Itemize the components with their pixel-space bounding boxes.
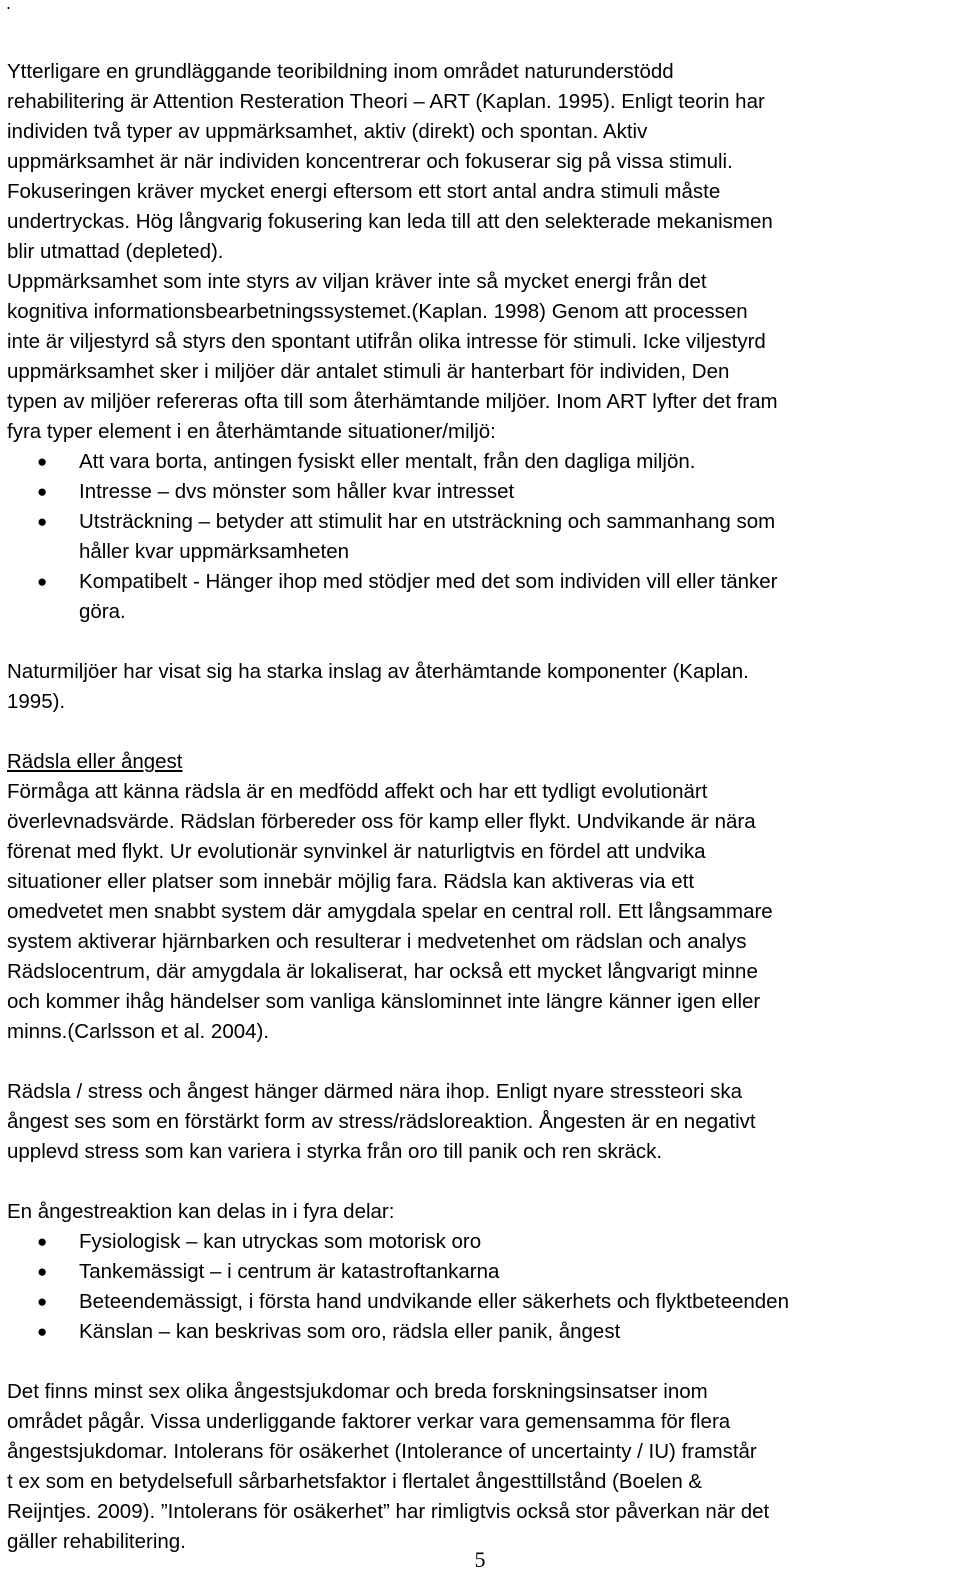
- list-item: ● Fysiologisk – kan utryckas som motorisk oro: [7, 1227, 952, 1257]
- list-item: ● Tankemässigt – i centrum är katastroftankarna: [7, 1257, 952, 1287]
- bullet-icon: ●: [37, 572, 48, 591]
- list-item: ● Utsträckning – betyder att stimulit har en utsträckning och sammanhang som håller kvar uppmärksamheten: [7, 507, 952, 567]
- corner-mark: .: [6, 0, 12, 13]
- bullet-icon: ●: [37, 512, 48, 531]
- fear-paragraph: Förmåga att känna rädsla är en medfödd affekt och har ett tydligt evolutionärt överlevnadsvärde. Rädslan förbereder oss för kamp eller flykt. Undvikande är nära förenat med flykt. Ur evolutionär synvinkel är naturligtvis en fördel att undvika situationer eller platser som innebär möjlig fara. Rädsla kan aktiveras via ett omedvetet men snabbt system där amygdala spelar en central roll. Ett långsammare system aktiverar hjärnbarken och resulterar i medvetenhet om rädslan och analys Rädslocentrum, där amygdala är lokaliserat, har också ett mycket långvarigt minne och kommer ihåg händelser som vanliga känslominnet inte längre känner igen eller minns.(Carlsson et al. 2004).: [7, 780, 773, 1043]
- art-elements-list: [7, 447, 952, 627]
- list-item: ● Kompatibelt - Hänger ihop med stödjer med det som individen vill eller tänker göra.: [7, 567, 952, 627]
- page-number: 5: [474, 1547, 486, 1572]
- fear-heading: Rädsla eller ångest: [7, 750, 183, 773]
- reaction-parts-list: [7, 1227, 952, 1347]
- nature-paragraph: Naturmiljöer har visat sig ha starka inslag av återhämtande komponenter (Kaplan. 1995).: [7, 660, 749, 713]
- list-item: ● Intresse – dvs mönster som håller kvar intresset: [7, 477, 952, 507]
- bullet-icon: ●: [37, 482, 48, 501]
- bullet-icon: ●: [37, 1322, 48, 1341]
- list-item: ● Känslan – kan beskrivas som oro, rädsla eller panik, ångest: [7, 1317, 952, 1347]
- bullet-icon: ●: [37, 1262, 48, 1281]
- bullet-icon: ●: [37, 1232, 48, 1251]
- list-item: ● Beteendemässigt, i första hand undvikande eller säkerhets och flyktbeteenden: [7, 1287, 952, 1317]
- bullet-icon: ●: [37, 452, 48, 471]
- reaction-intro: En ångestreaktion kan delas in i fyra delar:: [7, 1200, 395, 1223]
- stress-paragraph: Rädsla / stress och ångest hänger därmed nära ihop. Enligt nyare stressteori ska ångest ses som en förstärkt form av stress/rädsloreaktion. Ångesten är en negativt upplevd stress som kan variera i styrka från oro till panik och ren skräck.: [7, 1080, 756, 1163]
- document-body: [7, 57, 952, 1557]
- closing-paragraph: Det finns minst sex olika ångestsjukdomar och breda forskningsinsatser inom området pågår. Vissa underliggande faktorer verkar vara gemensamma för flera ångestsjukdomar. Intolerans för osäkerhet (Intolerance of uncertainty / IU) framstår t ex som en betydelsefull sårbarhetsfaktor i flertalet ångesttillstånd (Boelen & Reijntjes. 2009). ”Intolerans för osäkerhet” har rimligtvis också stor påverkan när det gäller rehabilitering.: [7, 1380, 770, 1553]
- list-item: ● Att vara borta, antingen fysiskt eller mentalt, från den dagliga miljön.: [7, 447, 952, 477]
- intro-paragraph: Ytterligare en grundläggande teoribildning inom området naturunderstödd rehabilitering är Attention Resteration Theori – ART (Kaplan. 1995). Enligt teorin har individen två typer av uppmärksamhet, aktiv (direkt) och spontan. Aktiv uppmärksamhet är när individen koncentrerar och fokuserar sig på vissa stimuli. Fokuseringen kräver mycket energi eftersom ett stort antal andra stimuli måste undertryckas. Hög långvarig fokusering kan leda till att den selekterade mekanismen blir utmattad (depleted). Uppmärksamhet som inte styrs av viljan kräver inte så mycket energi från det kognitiva informationsbearbetningssystemet.(Kaplan. 1998) Genom att processen inte är viljestyrd så styrs den spontant utifrån olika intresse för stimuli. Icke viljestyrd uppmärksamhet sker i miljöer där antalet stimuli är hanterbart för individen, Den typen av miljöer refereras ofta till som återhämtande miljöer. Inom ART lyfter det fram fyra typer element i en återhämtande situationer/miljö:: [7, 60, 778, 443]
- bullet-icon: ●: [37, 1292, 48, 1311]
